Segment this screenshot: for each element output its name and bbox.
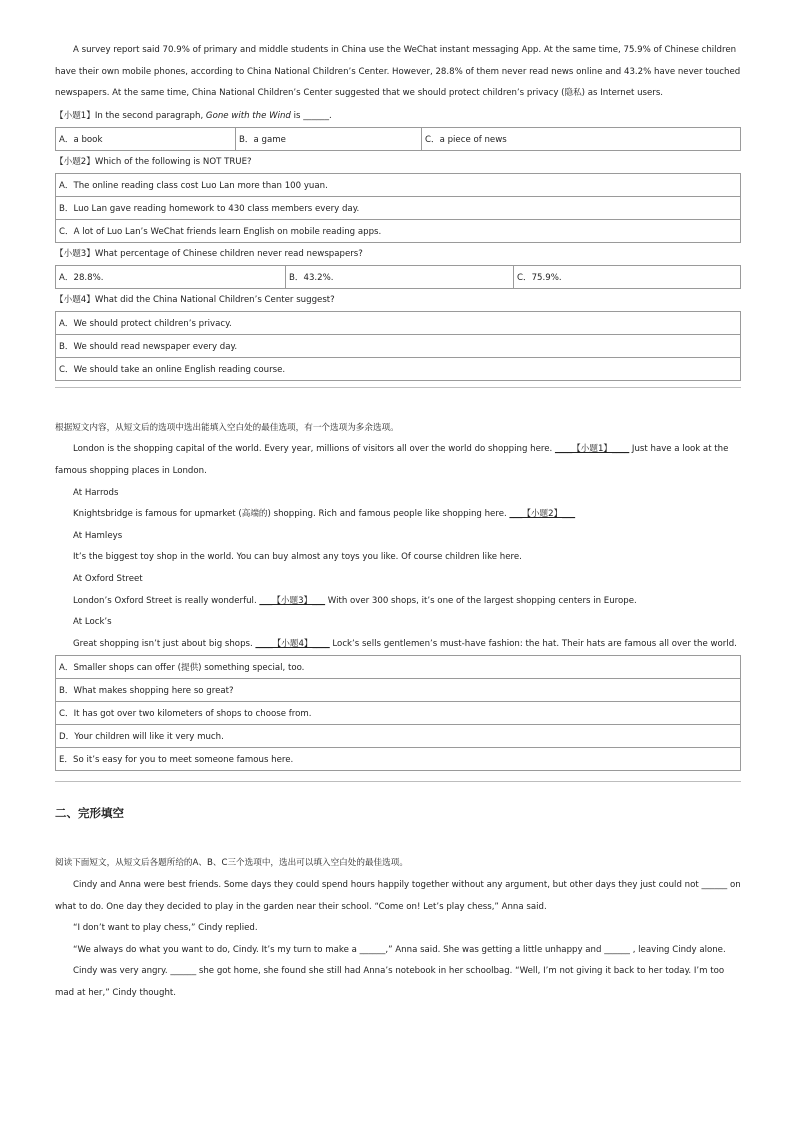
question-1-options bbox=[55, 127, 741, 151]
passage2-heading: At Harrods bbox=[73, 487, 119, 498]
option-cell[interactable]: B．43.2%. bbox=[286, 265, 514, 288]
passage1-paragraph: A survey report said 70.9% of primary and middle students in China use the WeChat instant messaging App. At the same time, 75.9% of Chinese children have their own mobile phones, according to China National Children’s Center. However, 28.8% of them never read news online and 43.2% have never touched newspapers. At the same time, China National Children’s Center suggested that we should protect children’s privacy (隐私) as Internet users. bbox=[55, 45, 741, 99]
option-cell[interactable]: B．Luo Lan gave reading homework to 430 class members every day. bbox=[56, 196, 741, 219]
question-2-stem: 【小题2】Which of the following is NOT TRUE? bbox=[55, 156, 252, 167]
option-cell[interactable]: A．28.8%. bbox=[56, 265, 286, 288]
option-cell[interactable]: A．We should protect children’s privacy. bbox=[56, 311, 741, 334]
passage2-line: London is the shopping capital of the world. Every year, millions of visitors all over the world do shopping here. ____【小题1】____ Just have a look at the famous shopping places in London. bbox=[55, 444, 729, 476]
passage2-line: Great shopping isn’t just about big shops. ____【小题4】____ Lock’s sells gentlemen’s must-have fashion: the hat. Their hats are famous all over the world. bbox=[73, 638, 737, 649]
cloze-paragraph: Cindy was very angry. ______ she got home, she found she still had Anna’s notebook in her schoolbag. “Well, I’m not giving it back to her today. I’m too mad at her,” Cindy thought. bbox=[55, 966, 725, 998]
option-cell[interactable]: B．We should read newspaper every day. bbox=[56, 334, 741, 357]
passage2-heading: At Hamleys bbox=[73, 530, 123, 541]
option-cell[interactable]: C．It has got over two kilometers of shops to choose from. bbox=[56, 702, 741, 725]
option-cell[interactable]: C．75.9%. bbox=[514, 265, 741, 288]
option-cell[interactable]: E．So it’s easy for you to meet someone famous here. bbox=[56, 748, 741, 771]
question-2-options bbox=[55, 173, 741, 243]
passage2-line: Knightsbridge is famous for upmarket (高端的) shopping. Rich and famous people like shopping here. ___【小题2】___ bbox=[73, 509, 576, 520]
passage2-line: London’s Oxford Street is really wonderful. ___【小题3】___ With over 300 shops, it’s one of the largest shopping centers in Europe. bbox=[73, 595, 637, 606]
option-cell[interactable]: B．What makes shopping here so great? bbox=[56, 679, 741, 702]
cloze-paragraph: “I don’t want to play chess,” Cindy replied. bbox=[73, 923, 258, 934]
option-cell[interactable]: C．We should take an online English reading course. bbox=[56, 357, 741, 380]
question-3-options bbox=[55, 265, 741, 289]
option-cell[interactable]: B．a game bbox=[236, 127, 422, 150]
option-cell[interactable]: A．The online reading class cost Luo Lan more than 100 yuan. bbox=[56, 173, 741, 196]
cloze-paragraph: “We always do what you want to do, Cindy. It’s my turn to make a ______,” Anna said. She was getting a little unhappy and ______ , leaving Cindy alone. bbox=[73, 944, 726, 955]
option-cell[interactable]: C．a piece of news bbox=[422, 127, 741, 150]
blank-4[interactable]: ____【小题4】____ bbox=[255, 638, 330, 649]
question-3-stem: 【小题3】What percentage of Chinese children never read newspapers? bbox=[55, 248, 363, 259]
section-divider bbox=[55, 781, 741, 782]
passage2-instruction: 根据短文内容，从短文后的选项中选出能填入空白处的最佳选项，有一个选项为多余选项。 bbox=[55, 422, 399, 433]
passage2-options bbox=[55, 655, 741, 771]
option-cell[interactable]: A．Smaller shops can offer (提供) something special, too. bbox=[56, 656, 741, 679]
passage2-heading: At Oxford Street bbox=[73, 573, 143, 584]
blank-2[interactable]: ___【小题2】___ bbox=[509, 509, 576, 520]
section2-instruction: 阅读下面短文，从短文后各题所给的A、B、C三个选项中，选出可以填入空白处的最佳选项。 bbox=[55, 858, 408, 869]
cloze-paragraph: Cindy and Anna were best friends. Some days they could spend hours happily together without any argument, but other days they just could not ______ on what to do. One day they decided to play in the garden near their school. “Come on! Let’s play chess,” Anna said. bbox=[55, 879, 741, 912]
option-cell[interactable]: D．Your children will like it very much. bbox=[56, 725, 741, 748]
question-1-stem: 【小题1】In the second paragraph, Gone with the Wind is ______. bbox=[55, 110, 332, 121]
document-page bbox=[55, 40, 741, 1004]
question-4-stem: 【小题4】What did the China National Children’s Center suggest? bbox=[55, 294, 335, 305]
option-cell[interactable]: C．A lot of Luo Lan’s WeChat friends learn English on mobile reading apps. bbox=[56, 219, 741, 242]
blank-1[interactable]: ____【小题1】____ bbox=[554, 444, 630, 455]
question-4-options bbox=[55, 311, 741, 381]
passage2-line: It’s the biggest toy shop in the world. You can buy almost any toys you like. Of course children like here. bbox=[73, 552, 522, 563]
option-cell[interactable]: A．a book bbox=[56, 127, 236, 150]
blank-3[interactable]: ___【小题3】___ bbox=[259, 595, 326, 606]
section-title: 二、完形填空 bbox=[55, 806, 124, 821]
passage2-heading: At Lock’s bbox=[73, 617, 112, 628]
